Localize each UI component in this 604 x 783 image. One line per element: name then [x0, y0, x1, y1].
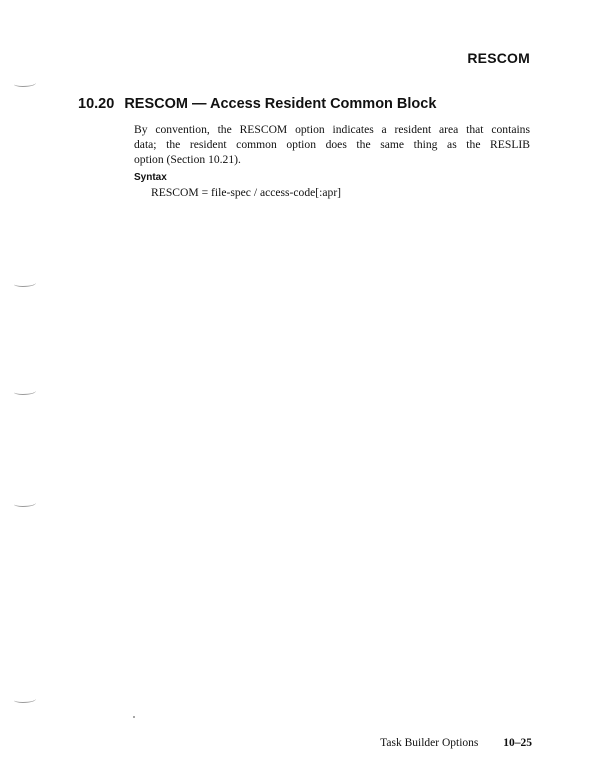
binder-hole-mark: [14, 388, 36, 395]
section-title: RESCOM — Access Resident Common Block: [124, 96, 437, 112]
binder-hole-mark: [14, 80, 36, 87]
running-head: RESCOM: [467, 50, 530, 66]
footer-title: Task Builder Options: [380, 737, 479, 749]
body-line: data; the resident common option does the same thing as the RESLIB: [134, 138, 530, 151]
scan-speck: [133, 716, 135, 718]
binder-hole-mark: [14, 696, 36, 703]
body-line: option (Section 10.21).: [134, 153, 241, 166]
page-footer: [380, 737, 532, 749]
syntax-label: Syntax: [134, 172, 167, 183]
body-paragraph: [134, 122, 530, 167]
binder-hole-mark: [14, 280, 36, 287]
syntax-line: RESCOM = file-spec / access-code[:apr]: [151, 186, 342, 199]
page-number: 10–25: [503, 737, 532, 749]
section-number: 10.20: [78, 96, 115, 112]
section-heading: [78, 96, 436, 112]
binder-hole-mark: [14, 500, 36, 507]
body-line: By convention, the RESCOM option indicates a resident area that contains: [134, 123, 530, 136]
